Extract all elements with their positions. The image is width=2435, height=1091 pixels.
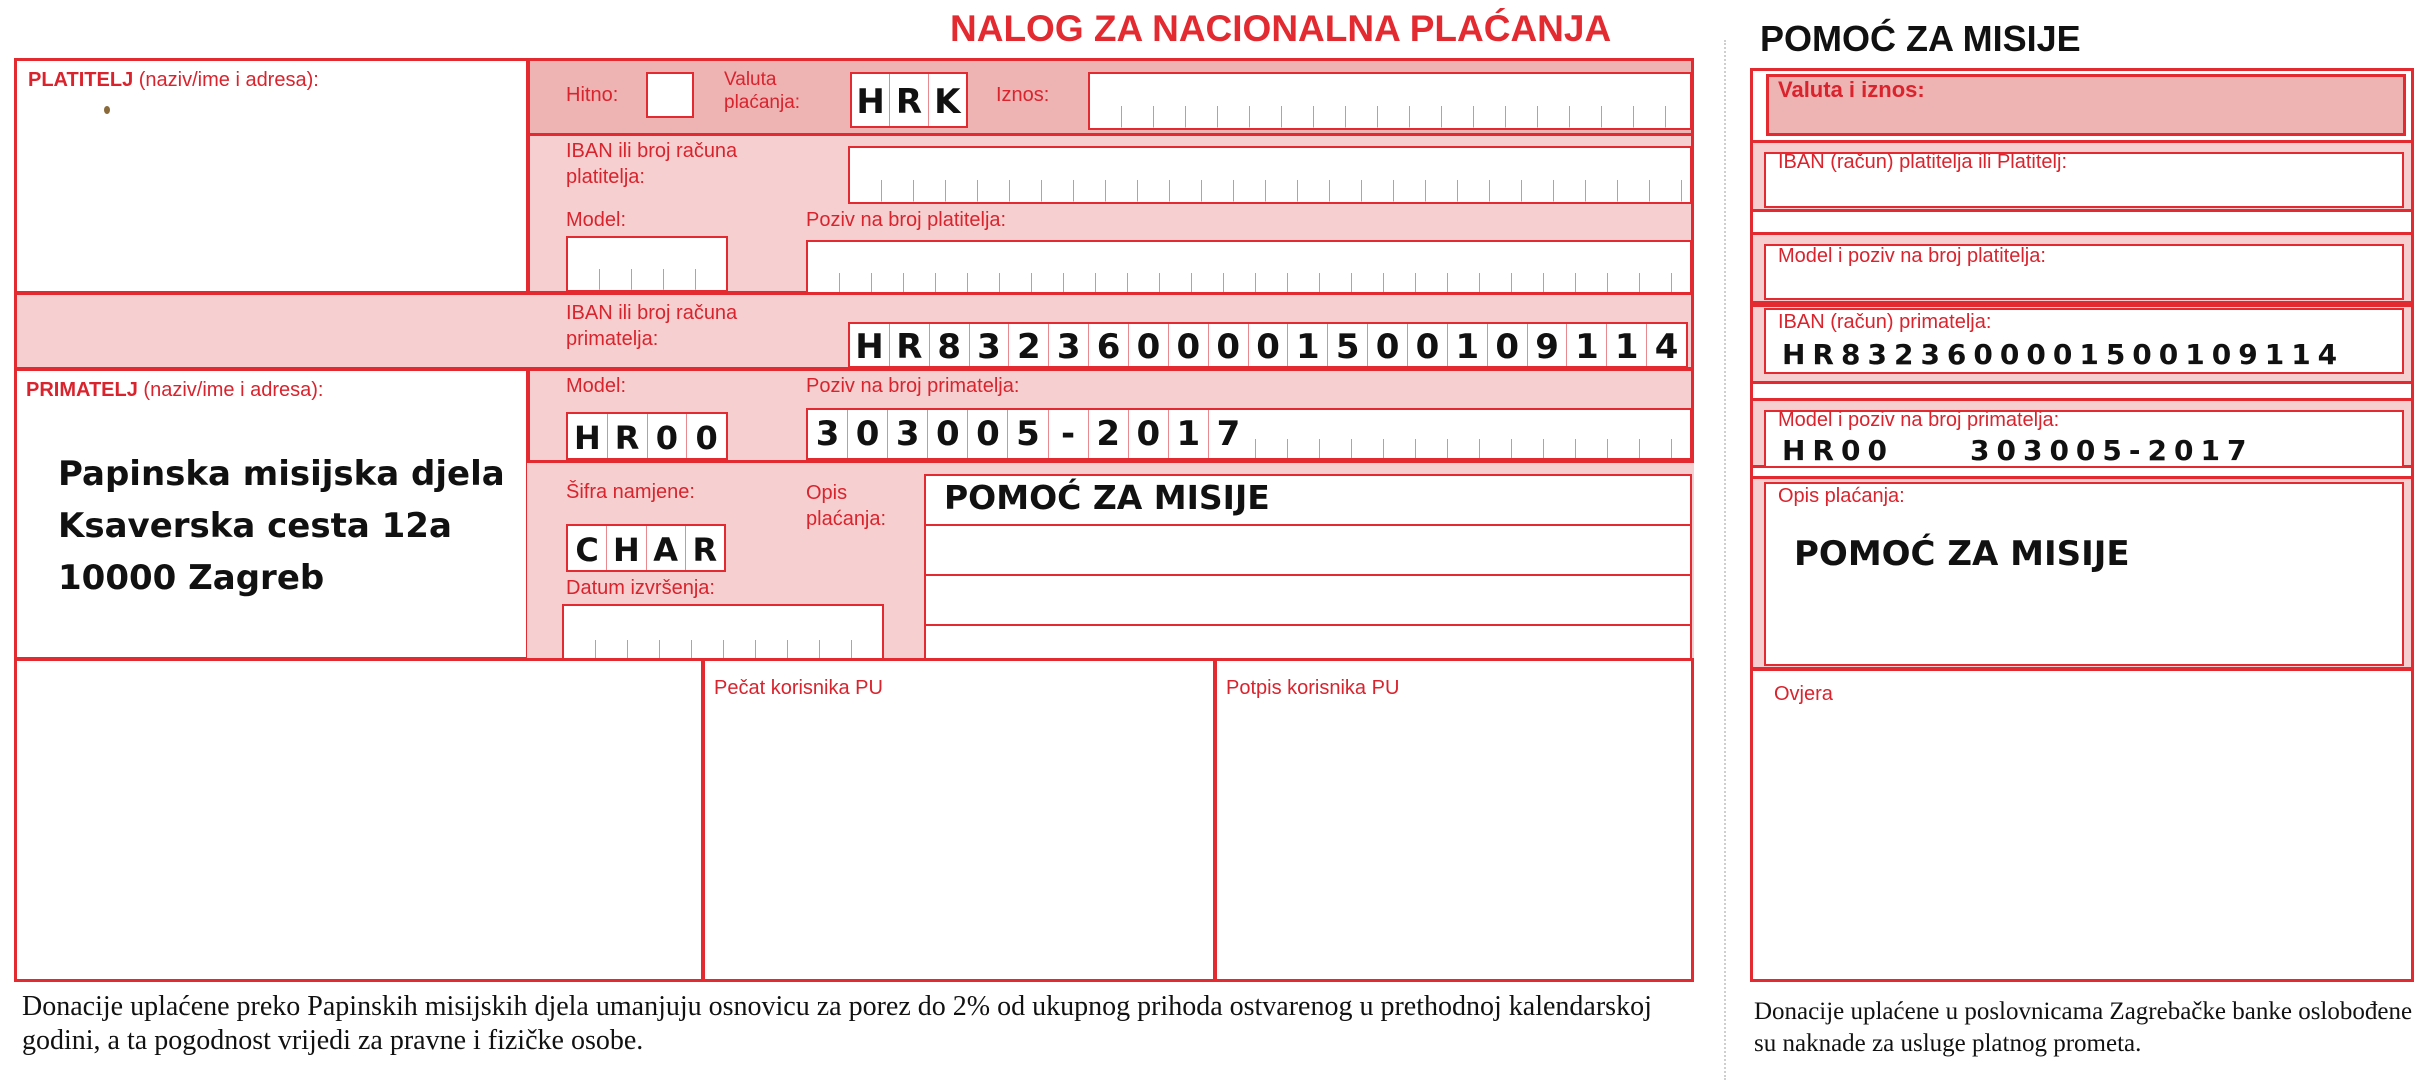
primatelj-street: Ksaverska cesta 12a [58, 506, 452, 546]
iban-char: 3 [1049, 324, 1089, 366]
iban-char: 1 [1567, 324, 1607, 366]
iban-platitelja-field[interactable] [848, 146, 1692, 204]
platitelj-box[interactable] [14, 58, 529, 294]
poziv-char: 3 [808, 410, 848, 458]
poziv-platitelja-label: Poziv na broj platitelja: [806, 209, 1007, 231]
platitelj-label [28, 68, 319, 92]
valuta-char: K [934, 82, 961, 122]
side-opis-value: POMOĆ ZA MISIJE [1794, 534, 2130, 574]
datum-label: Datum izvršenja: [566, 577, 715, 599]
side-valuta-label: Valuta i iznos: [1778, 77, 1925, 102]
model-primatelja-field[interactable] [566, 412, 728, 460]
iban-char: H [850, 324, 890, 366]
iban-char: R [890, 324, 930, 366]
ink-dot [104, 106, 110, 114]
iban-char: 5 [1328, 324, 1368, 366]
poziv-char: - [1049, 410, 1089, 458]
poziv-char: 2 [1089, 410, 1129, 458]
valuta-label: Valuta plaćanja: [724, 69, 801, 113]
iban-char: 4 [1654, 327, 1679, 367]
hitno-checkbox[interactable] [646, 72, 694, 118]
iban-char: 0 [1129, 324, 1169, 366]
potpis-label: Potpis korisnika PU [1226, 677, 1400, 699]
side-footer-note: Donacije uplaćene u poslovnicama Zagrebačke banke oslobođene su naknade za usluge platnog prometa. [1754, 998, 2413, 1057]
side-opis-field[interactable] [1764, 482, 2404, 666]
perforation-line [1724, 40, 1726, 1080]
iban-char: 1 [1288, 324, 1328, 366]
poziv-char: 1 [1169, 410, 1209, 458]
opis-value: POMOĆ ZA MISIJE [944, 478, 1270, 517]
bottom-left-box[interactable] [14, 658, 704, 982]
model-char: 0 [695, 419, 718, 457]
iban-platitelja-label: IBAN ili broj računa platitelja: [566, 140, 738, 188]
model-platitelja-label: Model: [566, 209, 627, 231]
poziv-char: 5 [1008, 410, 1048, 458]
iban-char: 0 [1408, 324, 1448, 366]
side-model-platitelja-label: Model i poziv na broj platitelja: [1778, 245, 2046, 267]
poziv-char: 3 [888, 410, 928, 458]
poziv-char: 0 [1129, 410, 1169, 458]
valuta-field[interactable] [850, 72, 968, 128]
sifra-field[interactable] [566, 524, 726, 572]
iban-char: 0 [1249, 324, 1289, 366]
primatelj-label [26, 378, 323, 402]
side-iban-platitelja-label: IBAN (račun) platitelja ili Platitelj: [1778, 151, 2067, 173]
side-model-primatelja-label: Model i poziv na broj primatelja: [1778, 409, 2060, 431]
model-char: H [568, 414, 608, 458]
side-iban-primatelja-value: HR8323600001500109114 [1782, 338, 2345, 371]
iban-primatelja-label: IBAN ili broj računa primatelja: [566, 302, 738, 350]
model-primatelja-label: Model: [566, 375, 627, 397]
sifra-label: Šifra namjene: [566, 481, 695, 503]
valuta-char: H [852, 74, 890, 126]
footer-note: Donacije uplaćene preko Papinskih misijskih djela umanjuju osnovicu za porez do 2% od ukupnog prihoda ostvarenog u prethodnoj kalendarskoj godini, a ta pogodnost vrijedi za pravne i fizičke osobe. [22, 991, 1652, 1056]
iznos-label: Iznos: [996, 84, 1050, 106]
sifra-char: H [607, 526, 646, 570]
sifra-char: R [692, 531, 718, 569]
sifra-char: C [568, 526, 607, 570]
platitelj-title: PLATITELJ [28, 69, 134, 91]
iban-char: 0 [1169, 324, 1209, 366]
iban-char: 2 [1009, 324, 1049, 366]
poziv-char: 7 [1216, 414, 1241, 454]
primatelj-title: PRIMATELJ [26, 379, 138, 401]
iban-char: 3 [970, 324, 1010, 366]
poziv-primatelja-label: Poziv na broj primatelja: [806, 375, 1020, 397]
side-title: POMOĆ ZA MISIJE [1760, 18, 2081, 59]
iban-char: 8 [930, 324, 970, 366]
iban-char: 1 [1607, 324, 1647, 366]
side-ovjera-box[interactable] [1750, 668, 2414, 982]
iban-char: 0 [1488, 324, 1528, 366]
poziv-char: 0 [928, 410, 968, 458]
side-opis-label: Opis plaćanja: [1778, 485, 1905, 507]
model-char: 0 [648, 414, 688, 458]
model-char: R [608, 414, 648, 458]
poziv-platitelja-field[interactable] [806, 240, 1692, 296]
side-iban-primatelja-label: IBAN (račun) primatelja: [1778, 311, 1992, 333]
iban-char: 1 [1448, 324, 1488, 366]
side-ovjera-label: Ovjera [1774, 683, 1833, 705]
iban-char: 6 [1089, 324, 1129, 366]
potpis-box[interactable] [1214, 658, 1694, 982]
pecat-box[interactable] [702, 658, 1216, 982]
primatelj-city: 10000 Zagreb [58, 558, 325, 598]
poziv-primatelja-field[interactable] [808, 410, 1248, 458]
main-title: NALOG ZA NACIONALNA PLAĆANJA [950, 8, 1612, 49]
pecat-label: Pečat korisnika PU [714, 677, 883, 699]
valuta-char: R [890, 74, 928, 126]
poziv-char: 0 [848, 410, 888, 458]
poziv-char: 0 [968, 410, 1008, 458]
iznos-field[interactable] [1088, 72, 1692, 130]
primatelj-name: Papinska misijska djela [58, 454, 505, 494]
model-platitelja-field[interactable] [566, 236, 728, 292]
iban-char: 0 [1209, 324, 1249, 366]
sifra-char: A [647, 526, 686, 570]
side-model-value: HR00 [1782, 434, 1894, 467]
platitelj-sub: (naziv/ime i adresa): [138, 69, 319, 91]
datum-field[interactable] [562, 604, 884, 664]
iban-char: 0 [1368, 324, 1408, 366]
opis-label: Opis plaćanja: [806, 482, 887, 530]
iban-primatelja-field[interactable] [848, 322, 1688, 368]
side-poziv-value: 303005-2017 [1970, 434, 2254, 467]
primatelj-sub: (naziv/ime i adresa): [143, 379, 324, 401]
iban-char: 9 [1528, 324, 1568, 366]
hitno-label: Hitno: [566, 84, 619, 106]
